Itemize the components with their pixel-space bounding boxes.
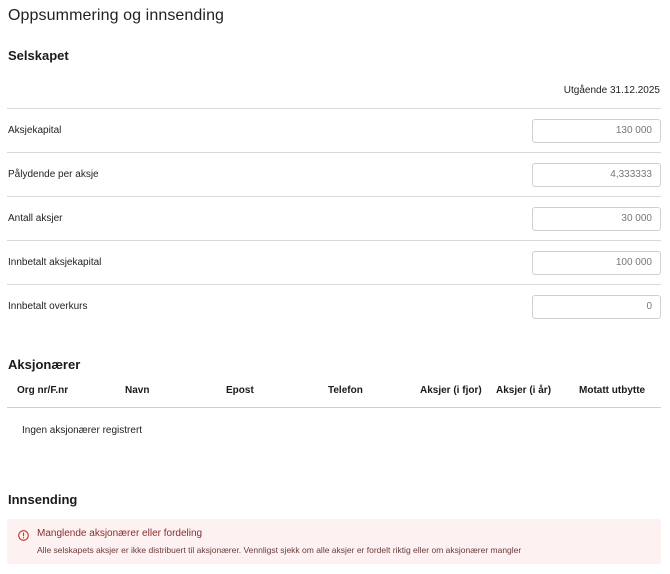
table-header-row bbox=[7, 377, 661, 408]
section-title-submission: Innsending bbox=[8, 492, 78, 507]
row-label: Antall aksjer bbox=[8, 213, 63, 224]
paid-capital-field[interactable]: 100 000 bbox=[532, 251, 661, 275]
share-premium-field[interactable]: 0 bbox=[532, 295, 661, 319]
summary-row-nominal-value bbox=[7, 152, 661, 196]
share-count-field[interactable]: 30 000 bbox=[532, 207, 661, 231]
row-label: Innbetalt overkurs bbox=[8, 301, 88, 312]
column-header-dividend-received: Motatt utbytte bbox=[579, 385, 646, 396]
summary-row-share-capital bbox=[7, 108, 661, 152]
shareholders-table bbox=[7, 377, 661, 436]
company-summary-table bbox=[7, 108, 661, 328]
column-header-shares-last-year: Aksjer (i fjor) bbox=[420, 385, 482, 396]
alert-circle-icon bbox=[18, 528, 29, 539]
error-alert bbox=[7, 519, 661, 564]
section-title-shareholders: Aksjonærer bbox=[8, 357, 81, 372]
column-header-name: Navn bbox=[125, 385, 150, 396]
alert-message: Alle selskapets aksjer er ikke distribuert til aksjonærer. Vennligst sjekk om alle aksjer er fordelt riktig eller om aksjonærer mangler bbox=[37, 545, 522, 555]
page-title: Oppsummering og innsending bbox=[8, 7, 225, 24]
row-label: Aksjekapital bbox=[8, 125, 62, 136]
section-title-company: Selskapet bbox=[8, 48, 69, 63]
row-label: Pålydende per aksje bbox=[8, 169, 99, 180]
summary-row-share-count bbox=[7, 196, 661, 240]
summary-row-share-premium bbox=[7, 284, 661, 328]
share-capital-field[interactable]: 130 000 bbox=[532, 119, 661, 143]
summary-row-paid-capital bbox=[7, 240, 661, 284]
empty-table-message: Ingen aksjonærer registrert bbox=[22, 425, 143, 436]
row-label: Innbetalt aksjekapital bbox=[8, 257, 102, 268]
column-header-org-nr: Org nr/F.nr bbox=[17, 385, 69, 396]
nominal-value-field[interactable]: 4,333333 bbox=[532, 163, 661, 187]
column-header-email: Epost bbox=[226, 385, 254, 396]
period-column-header: Utgående 31.12.2025 bbox=[563, 85, 660, 96]
column-header-phone: Telefon bbox=[328, 385, 363, 396]
column-header-shares-this-year: Aksjer (i år) bbox=[496, 385, 552, 396]
alert-title: Manglende aksjonærer eller fordeling bbox=[37, 528, 203, 539]
